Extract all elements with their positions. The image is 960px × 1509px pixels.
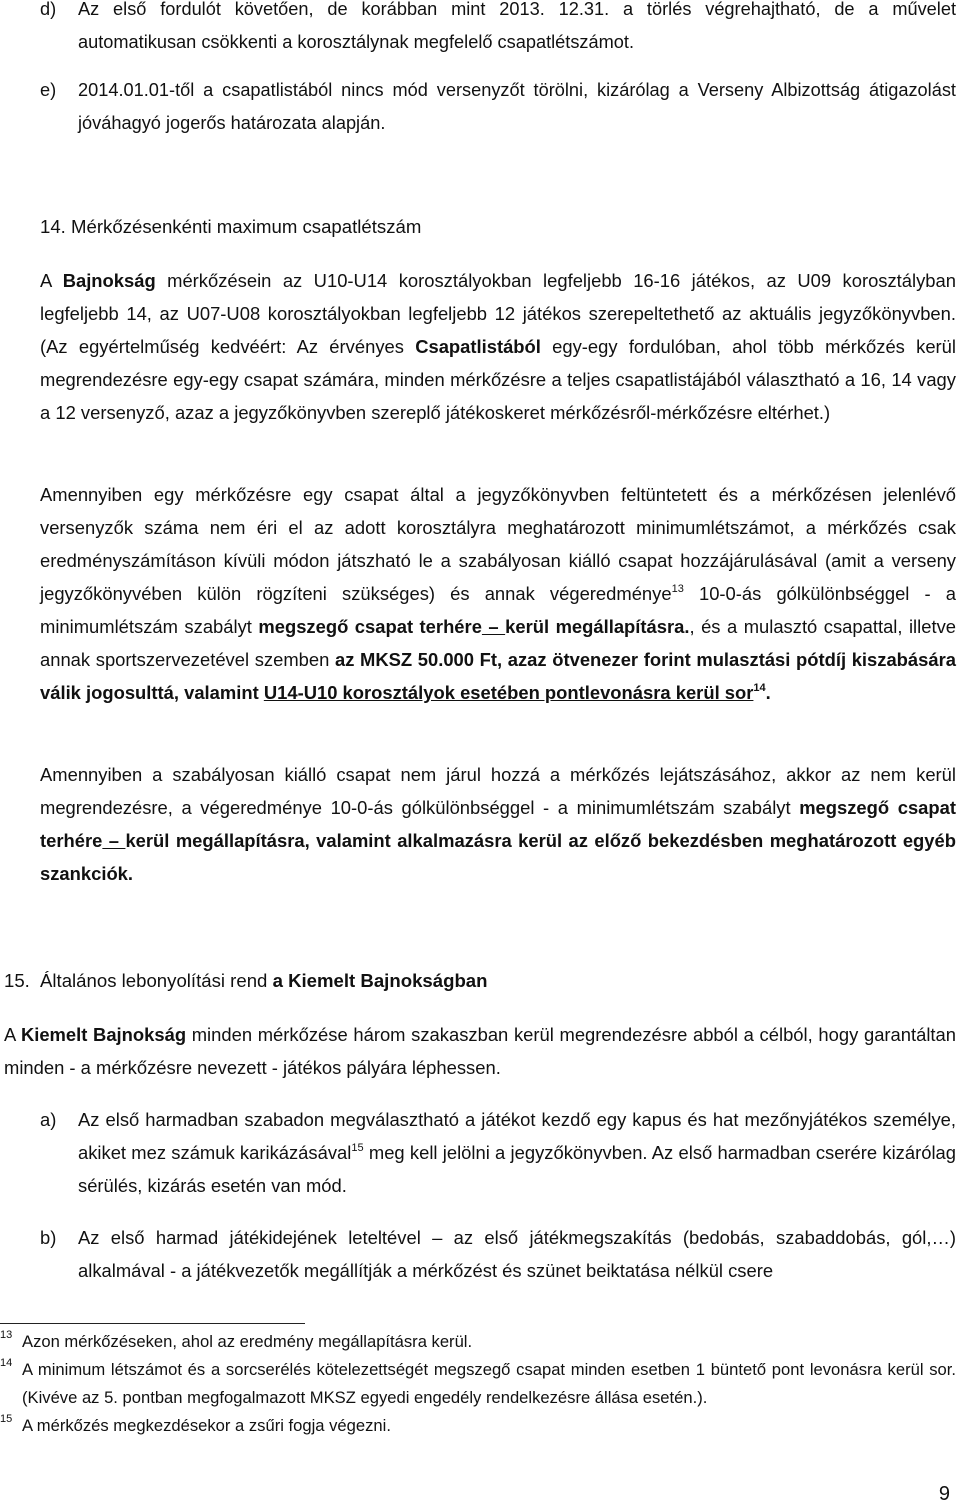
footnotes (0, 1328, 956, 1440)
section-14-paragraph-3: Amennyiben a szabályosan kiálló csapat nem járul hozzá a mérkőzés lejátszásához, akkor az nem kerül megrendezésre, a végeredménye 10-0-ás gólkülönbséggel - a minimumlétszám szabályt megszegő csapat terhére – kerül megállapításra, valamint alkalmazásra kerül az előző bekezdésben meghatározott egyéb szankciók. (40, 764, 956, 884)
footnote-13: 13 Azon mérkőzéseken, ahol az eredmény megállapításra kerül. (0, 1329, 473, 1351)
section-15-item-a: a) Az első harmadban szabadon megválasztható a játékot kezdő egy kapus és hat mezőnyjátékos személye, akiket mez számuk karikázásával$^{15}$ meg kell jelölni a jegyzőkönyvben. Az első harmadban cserére kizárólag sérülés, kizárás esetén van mód. (40, 1103, 956, 1202)
footnote-14: 14 A minimum létszámot és a sorcserélés kötelezettségét megszegő csapat minden esetben 1 büntető pont levonásra kerül sor. (Kivéve az 5. pontban megfogalmazott MKSZ egyedi engedély rendelkezésre állása esetén.). (0, 1357, 956, 1407)
footnote-15: 15 A mérkőzés megkezdésekor a zsűri fogja végezni. (0, 1413, 391, 1435)
footnote-ref-14: 14 (753, 682, 766, 694)
bajnoksag-term: Bajnokság (62, 270, 156, 291)
page-number: 9 (938, 1483, 950, 1505)
item-e (40, 74, 956, 140)
section-14-number: 14. (40, 216, 66, 237)
section-14-title: Mérkőzésenkénti maximum csapatlétszám (71, 216, 422, 237)
item-e-line-1: 2014.01.01-től a csapatlistából nincs mód versenyzőt törölni, kizárólag a Verseny (78, 80, 764, 100)
section-15-item-b: b) Az első harmad játékidejének leteltével – az első játékmegszakítás (bedobás, szabaddobás, gól,…) alkalmával - a játékvezetők megállítják a mérkőzést és szünet beiktatása nélkül csere (40, 1221, 956, 1287)
item-e-line-2: Albizottság átigazolást jóváhagyó jogerős határozata alapján. (78, 80, 956, 133)
item-d-line-2: művelet automatikusan csökkenti a korosztálynak megfelelő csapatlétszámot. (78, 0, 956, 52)
section-15-paragraph: A Kiemelt Bajnokság minden mérkőzése három szakaszban kerül megrendezésre abból a célból, hogy garantáltan minden - a mérkőzésre nevezett - játékos pályára léphessen. (4, 1024, 956, 1078)
item-e-label: e) (40, 80, 57, 100)
section-14-paragraph-2: Amennyiben egy mérkőzésre egy csapat által a jegyzőkönyvben feltüntetett és a mérkőzésen jelenlévő versenyzők száma nem éri el az adott korosztályra meghatározott minimumlétszámot, a mérkőzés csak eredményszámításon kívüli módon játszható le a szabályosan kiálló csapat hozzájárulásával (amit a verseny jegyzőkönyvében külön rögzíteni szükséges) és annak végeredménye$^{13}$ 10-0-ás gólkülönbséggel - a minimumlétszám szabályt megszegő csapat terhére – kerül megállapításra., és a mulasztó csapattal, illetve annak sportszervezetével szemben az MKSZ 50.000 Ft, azaz ötvenezer forint mulasztási pótdíj kiszabására válik jogosulttá, valamint U14-U10 korosztályok esetében pontlevonásra kerül sor$^{14}$. (40, 484, 956, 703)
item-a-label: a) (40, 1109, 57, 1130)
item-d-label: d) (40, 0, 57, 19)
footnote-separator (0, 1323, 305, 1324)
section-14-paragraph-1: A Bajnokság mérkőzésein az U10-U14 korosztályokban legfeljebb 16-16 játékos, az U09 korosztályban legfeljebb 14, az U07-U08 korosztályokban legfeljebb 12 játékos szerepeltethető az aktuális jegyzőkönyvben. (Az egyértelműség kedvéért: Az érvényes Csapatlistából egy-egy fordulóban, ahol több mérkőzés kerül megrendezésre egy-egy csapat számára, minden mérkőzésre a teljes csapatlistájából választható a 16, 14 vagy a 12 versenyző, azaz a jegyzőkönyvben szereplő játékoskeret mérkőzésről-mérkőzésre eltérhet.) (40, 270, 956, 423)
footnote-ref-13: 13 (671, 583, 684, 595)
item-b-label: b) (40, 1227, 57, 1248)
footnote-ref-15: 15 (351, 1142, 364, 1154)
section-15-heading (4, 964, 488, 997)
section-15-title: Általános lebonyolítási rend (40, 970, 273, 991)
item-d (40, 0, 956, 59)
section-14-heading (40, 210, 421, 243)
section-15-number: 15. (4, 970, 30, 991)
item-d-line-1: Az első fordulót követően, de korábban mint 2013. 12.31. a törlés végrehajtható, de a (78, 0, 879, 19)
section-15-title-bold: a Kiemelt Bajnokságban (272, 970, 488, 991)
csapatlista-term: Csapatlistából (415, 336, 541, 357)
